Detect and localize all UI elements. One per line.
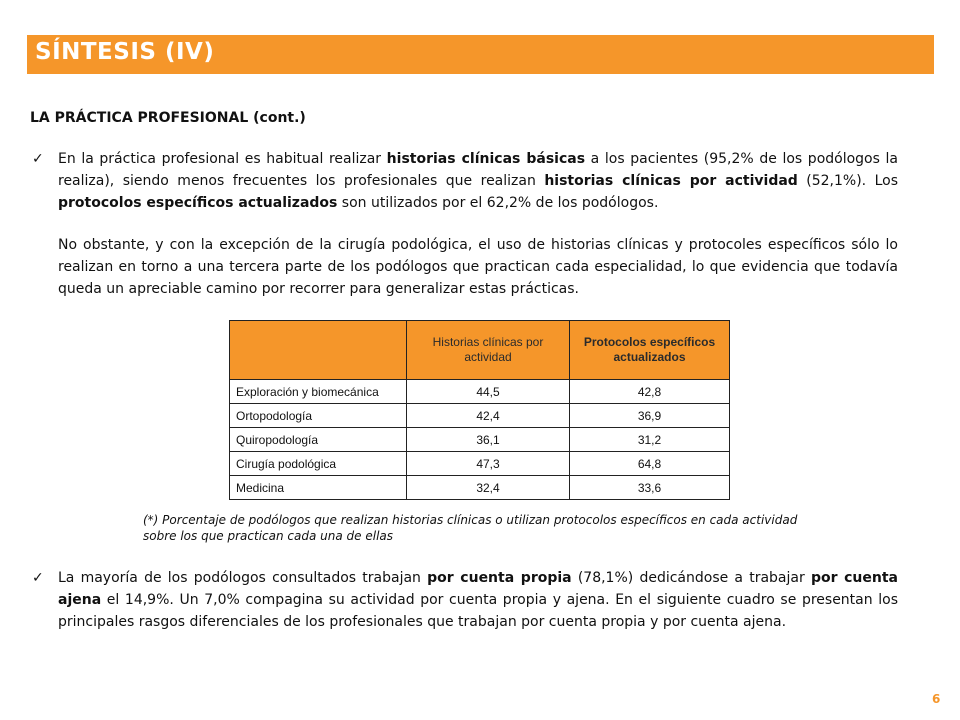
row-label: Ortopodología	[230, 404, 407, 428]
row-value-protocolos: 64,8	[570, 452, 730, 476]
bullet-paragraph-2: ✓ La mayoría de los podólogos consultados trabajan por cuenta propia (78,1%) dedicándose a trabajar por cuenta ajena el 14,9%. Un 7,0% compagina su actividad por cuenta propia y ajena. En el siguiente cuadro se presentan los principales rasgos diferenciales de los profesionales que trabajan por cuenta propia y por cuenta ajena.	[58, 567, 898, 633]
table-footnote: (*) Porcentaje de podólogos que realizan historias clínicas o utilizan protocolos específicos en cada actividad sobre los que practican cada una de ellas	[143, 513, 798, 543]
row-label: Quiropodología	[230, 428, 407, 452]
row-value-historias: 36,1	[407, 428, 570, 452]
row-value-historias: 42,4	[407, 404, 570, 428]
row-label: Exploración y biomecánica	[230, 380, 407, 404]
checkmark-icon: ✓	[32, 570, 44, 586]
title-bar	[27, 35, 934, 74]
table-header-historias: Historias clínicas por actividad	[407, 321, 570, 380]
table-header-row	[230, 321, 730, 380]
table-row	[230, 428, 730, 452]
table-row	[230, 380, 730, 404]
row-value-historias: 47,3	[407, 452, 570, 476]
row-value-historias: 44,5	[407, 380, 570, 404]
table-row	[230, 404, 730, 428]
row-value-protocolos: 33,6	[570, 476, 730, 500]
bullet-paragraph-1: ✓ En la práctica profesional es habitual realizar historias clínicas básicas a los pacientes (95,2% de los podólogos la realiza), siendo menos frecuentes los profesionales que realizan historias clínicas por actividad (52,1%). Los protocolos específicos actualizados son utilizados por el 62,2% de los podólogos.	[58, 148, 898, 214]
row-value-protocolos: 31,2	[570, 428, 730, 452]
paragraph-2: No obstante, y con la excepción de la cirugía podológica, el uso de historias clínicas y protocoles específicos sólo lo realizan en torno a una tercera parte de los podólogos que practican cada especialidad, lo que evidencia que todavía queda un apreciable camino por recorrer para generalizar estas prácticas.	[58, 237, 898, 297]
table-header-empty	[230, 321, 407, 380]
page-title: SÍNTESIS (IV)	[35, 39, 215, 65]
table-row	[230, 452, 730, 476]
row-value-historias: 32,4	[407, 476, 570, 500]
data-table	[229, 320, 730, 500]
page-number: 6	[932, 692, 941, 706]
row-value-protocolos: 42,8	[570, 380, 730, 404]
table-header-protocolos: Protocolos específicos actualizados	[570, 321, 730, 380]
section-heading: LA PRÁCTICA PROFESIONAL (cont.)	[30, 110, 306, 126]
row-label: Cirugía podológica	[230, 452, 407, 476]
checkmark-icon: ✓	[32, 151, 44, 167]
row-label: Medicina	[230, 476, 407, 500]
row-value-protocolos: 36,9	[570, 404, 730, 428]
table-row	[230, 476, 730, 500]
